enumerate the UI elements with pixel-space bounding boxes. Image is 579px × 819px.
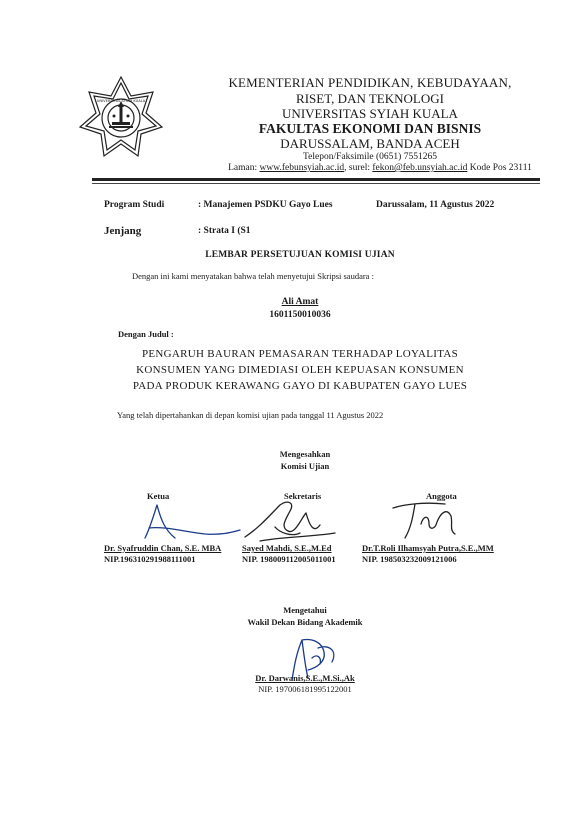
place-date: Darussalam, 11 Agustus 2022 [376,200,495,210]
jenjang-label: Jenjang [104,225,142,237]
header-rule-thin [92,183,540,184]
role-ketua: Ketua [147,491,170,501]
approval-line1: Mengesahkan [279,449,331,459]
email-link[interactable]: fekon@feb.unsyiah.ac.id [372,163,468,173]
jenjang-value: : Strata I (S1 [198,226,251,236]
anggota-name: Dr.T.Roli Ilhamsyah Putra,S.E.,MM [362,543,494,553]
acknowledge-line1: Mengetahui [283,605,327,615]
university-logo [78,74,164,160]
mail-prefix: , surel: [344,163,373,173]
header-rule-thick [92,178,540,181]
approval-line2: Komisi Ujian [280,461,330,471]
thesis-title-line: KONSUMEN YANG DIMEDIASI OLEH KEPUASAN KONSUMEN [136,364,464,376]
prodi-label: Program Studi [104,200,165,210]
signature-anggota [385,494,465,547]
anggota-nip: NIP. 198503232009121006 [362,554,457,564]
student-nim: 1601150010036 [269,310,331,320]
postal-code: Kode Pos 23111 [467,163,532,173]
defended-text: Yang telah dipertahankan di depan komisi ujian pada tanggal 11 Agustus 2022 [117,410,384,420]
website-link[interactable]: www.febunsyiah.ac.id [259,163,345,173]
document-title: LEMBAR PERSETUJUAN KOMISI UJIAN [205,250,395,260]
prodi-value: : Manajemen PSDKU Gayo Lues [198,200,333,210]
header-faculty: FAKULTAS EKONOMI DAN BISNIS [258,121,482,136]
approval-block [200,448,410,472]
header-university: UNIVERSITAS SYIAH KUALA [282,106,458,121]
judul-label: Dengan Judul : [118,329,174,339]
wakil-dekan-nip: NIP. 197006181995122001 [258,684,352,694]
web-prefix: Laman: [228,163,260,173]
wakil-dekan-name: Dr. Darwanis,S.E.,M.Si.,Ak [255,673,355,683]
header-contact [200,163,560,173]
sekretaris-nip: NIP. 198009112005011001 [242,554,336,564]
header-phone: Telepon/Faksimile (0651) 7551265 [303,152,437,162]
student-name: Ali Amat [281,297,319,307]
thesis-title-line: PADA PRODUK KERAWANG GAYO DI KABUPATEN GAYO LUES [132,380,468,392]
sekretaris-name: Sayed Mahdi, S.E.,M.Ed [242,543,332,553]
header-ministry: KEMENTERIAN PENDIDIKAN, KEBUDAYAAN, [228,75,512,90]
role-anggota: Anggota [426,491,457,501]
ketua-nip: NIP.196310291988111001 [104,554,196,564]
intro-text: Dengan ini kami menyatakan bahwa telah menyetujui Skripsi saudara : [132,271,374,281]
header-city: DARUSSALAM, BANDA ACEH [280,136,460,151]
thesis-title-line: PENGARUH BAURAN PEMASARAN TERHADAP LOYALITAS [141,348,459,360]
acknowledge-line2: Wakil Dekan Bidang Akademik [247,617,363,627]
logo-text: UNIVERSITAS SYIAH KUALA [96,99,146,103]
role-sekretaris: Sekretaris [284,491,322,501]
header-ministry-2: RISET, DAN TEKNOLOGI [296,91,444,106]
thesis-title [80,346,520,394]
acknowledge-block [200,604,410,628]
ketua-name: Dr. Syafruddin Chan, S.E. MBA [104,543,222,553]
